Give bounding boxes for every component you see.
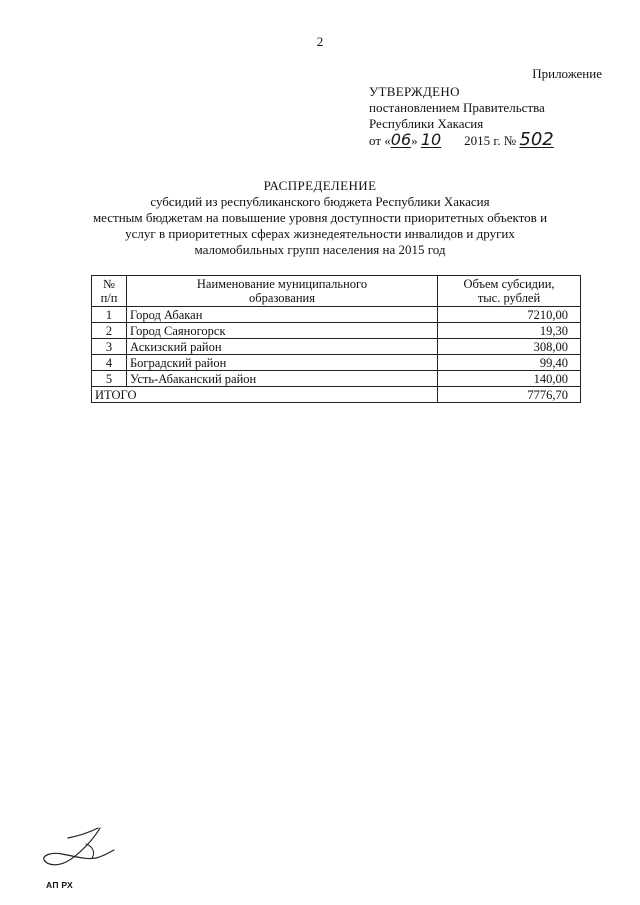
approved-heading: УТВЕРЖДЕНО [369,84,460,99]
title-line-1: субсидий из республиканского бюджета Республики Хакасия [150,194,490,209]
total-label: ИТОГО [92,387,438,403]
row-name: Город Саяногорск [127,323,438,339]
date-prefix: от « [369,133,391,148]
row-amount: 7210,00 [438,307,581,323]
table-row [92,323,581,339]
resolution-line: постановлением Правительства [369,100,545,115]
total-amount: 7776,70 [438,387,581,403]
row-num: 3 [92,339,127,355]
row-amount: 140,00 [438,371,581,387]
header-amount-line2: тыс. рублей [477,291,541,305]
title-line-3: услуг в приоритетных сферах жизнедеятельности инвалидов и других [125,226,515,241]
appendix-label: Приложение [532,66,602,81]
header-num [92,276,127,307]
header-name-line2: образования [249,291,315,305]
row-num: 2 [92,323,127,339]
row-num: 4 [92,355,127,371]
row-name: Город Абакан [127,307,438,323]
handwritten-signature [38,822,128,879]
header-amount-line1: Объем субсидии, [463,277,555,291]
signature-icon [38,822,128,874]
table-row [92,307,581,323]
handwritten-day: 06 [390,130,412,149]
republic-line: Республики Хакасия [369,116,484,131]
document-title-block [60,178,580,258]
row-name: Боградский район [127,355,438,371]
header-num-line1: № [103,277,115,291]
header-name-line1: Наименование муниципального [196,277,368,291]
page-number: 2 [316,34,324,49]
date-mid: » [411,133,418,148]
row-amount: 308,00 [438,339,581,355]
table-row [92,339,581,355]
row-name: Аскизский район [127,339,438,355]
handwritten-month: 10 [420,130,442,149]
table-header-row [92,276,581,307]
header-name [127,276,438,307]
title-line-2: местным бюджетам на повышение уровня доступности приоритетных объектов и [92,210,548,225]
row-num: 1 [92,307,127,323]
handwritten-doc-number: 502 [519,129,554,150]
title-line-4: маломобильных групп населения на 2015 год [194,242,446,257]
table-row [92,355,581,371]
table-total-row [92,387,581,403]
row-amount: 99,40 [438,355,581,371]
header-amount [438,276,581,307]
date-year: 2015 г. № [464,133,517,148]
document-title: РАСПРЕДЕЛЕНИЕ [263,178,377,193]
table-row [92,371,581,387]
row-amount: 19,30 [438,323,581,339]
document-date-line [369,129,554,150]
row-num: 5 [92,371,127,387]
row-name: Усть-Абаканский район [127,371,438,387]
approval-block [369,84,554,149]
subsidy-table [91,275,581,403]
footer-code: АП РХ [46,880,74,890]
header-num-line2: п/п [100,291,118,305]
